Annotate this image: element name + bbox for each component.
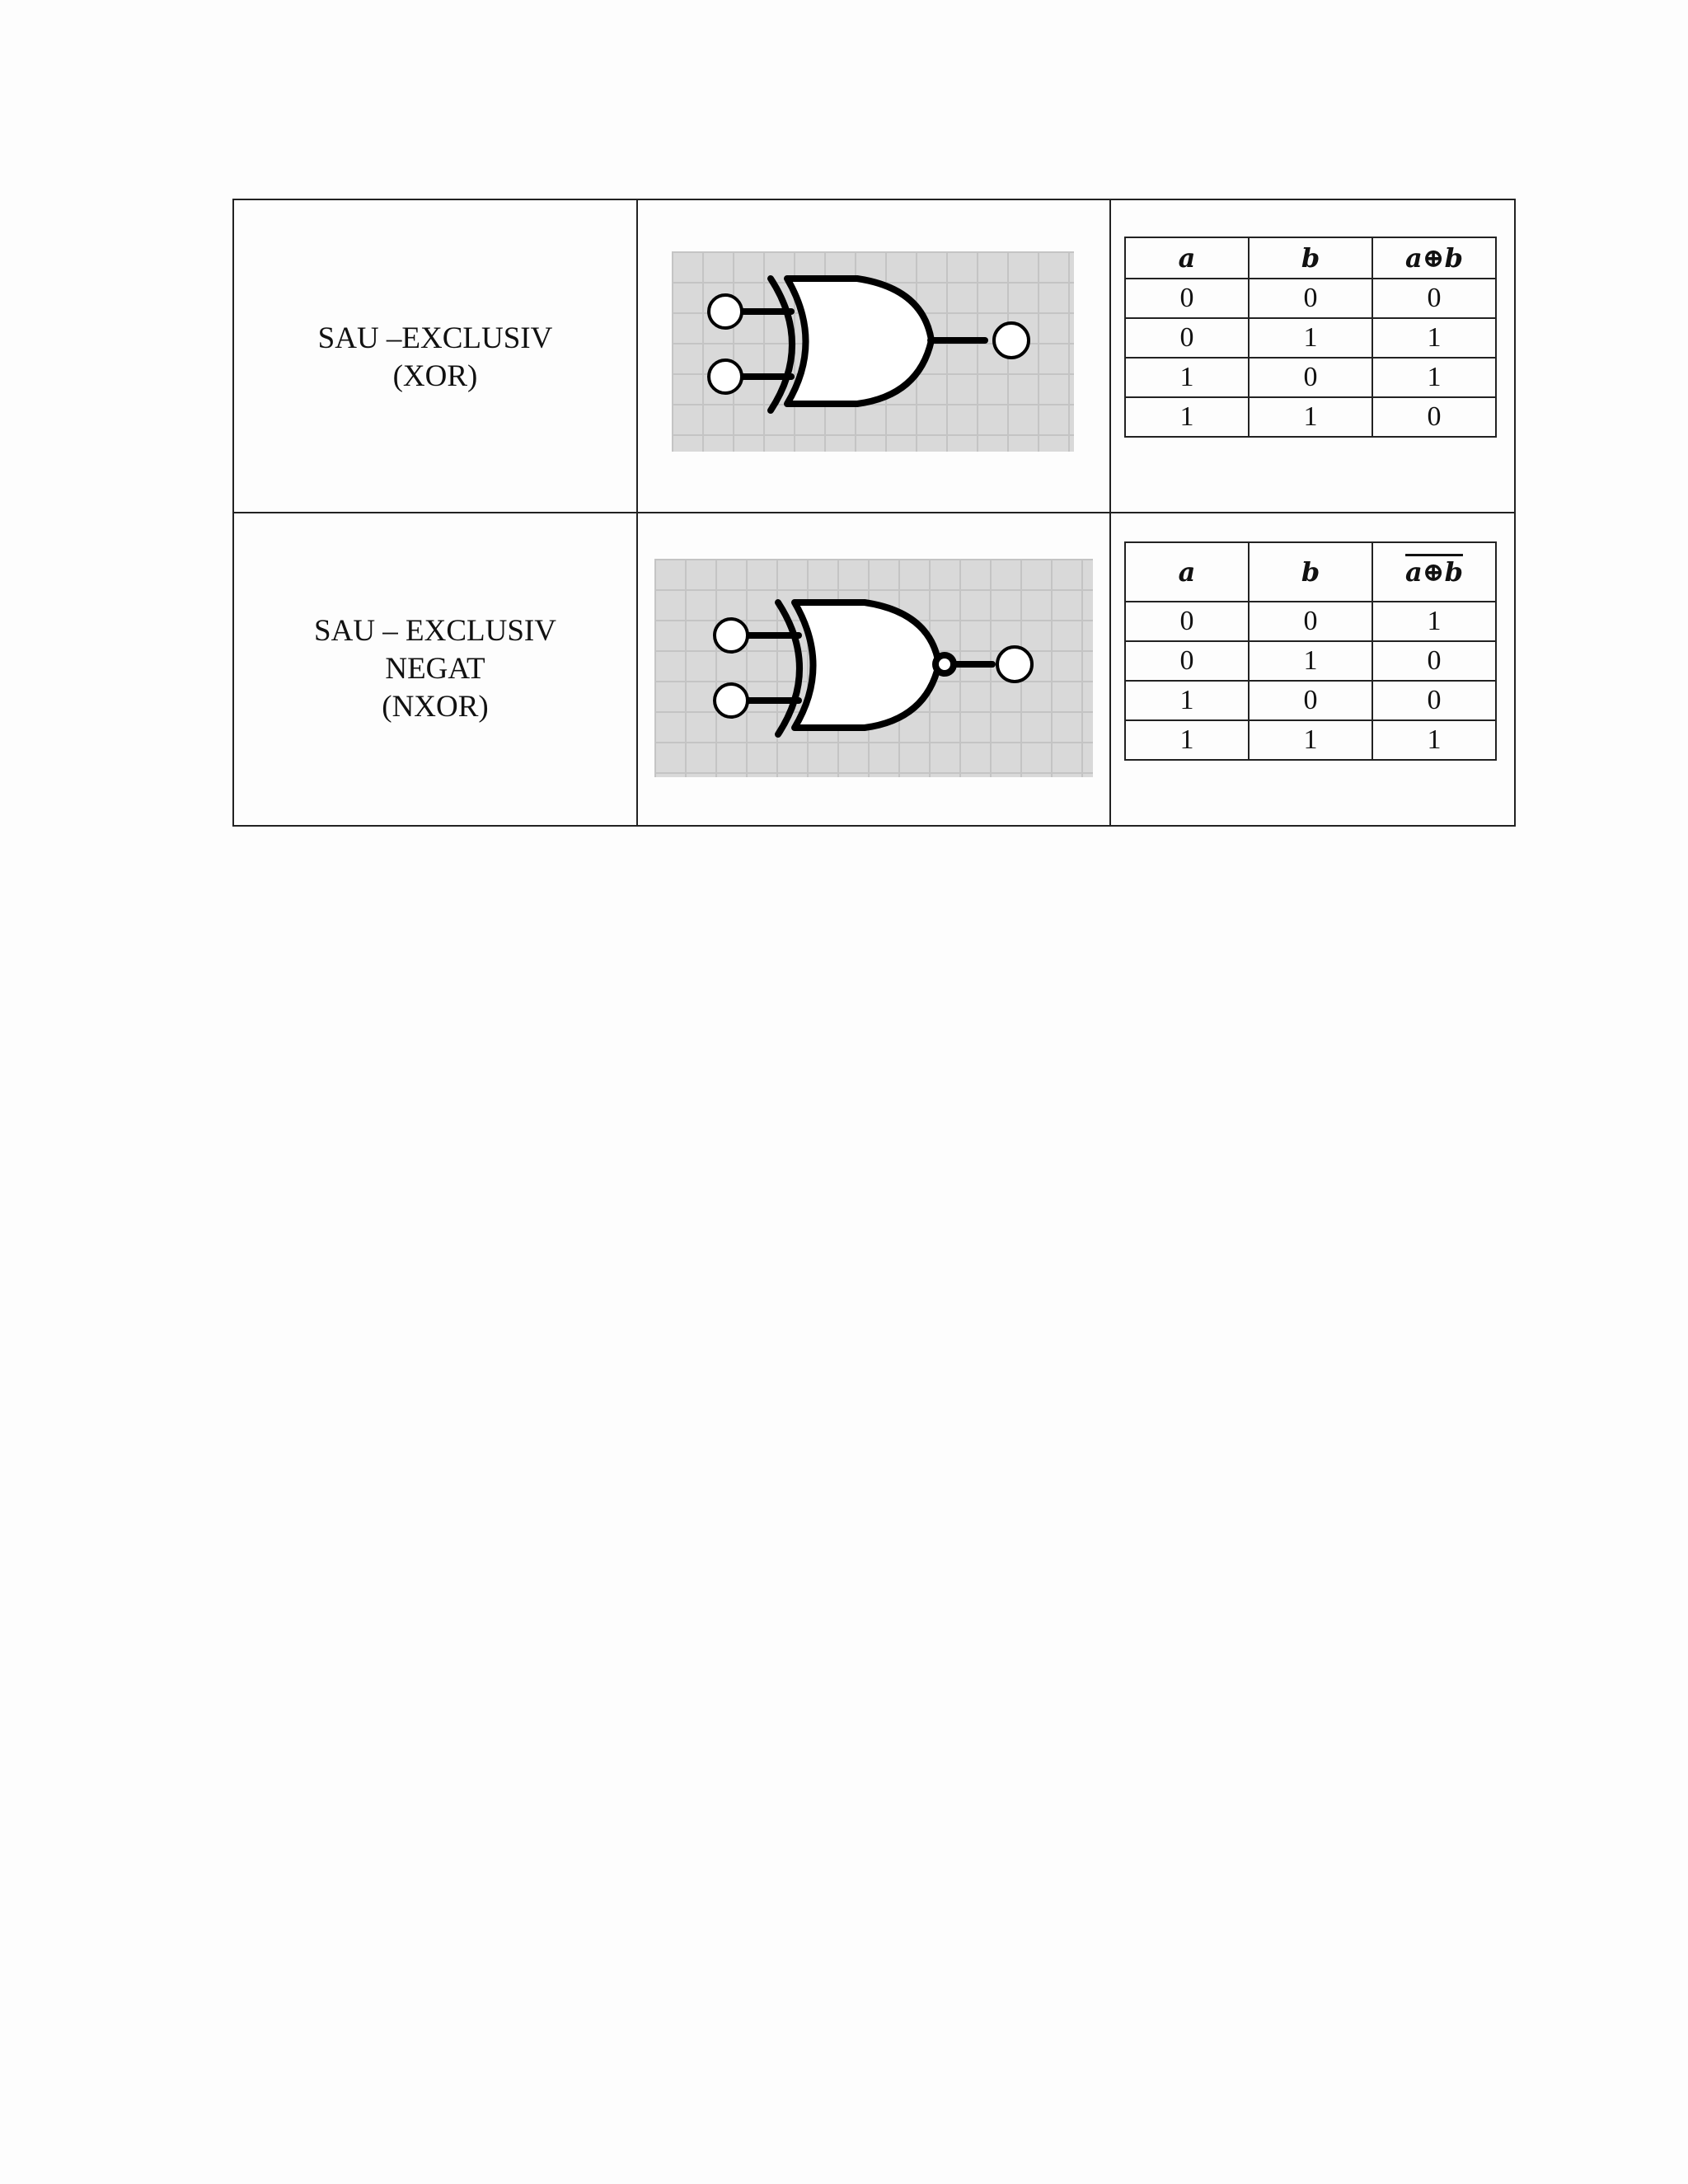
cell-a: 1 — [1125, 397, 1249, 437]
gate-row-xor — [233, 199, 1515, 513]
cell-b: 1 — [1249, 641, 1372, 681]
gate-name-line: (NXOR) — [382, 690, 489, 724]
cell-a: 1 — [1125, 358, 1249, 397]
cell-b: 1 — [1249, 720, 1372, 760]
cell-out: 0 — [1372, 681, 1496, 720]
xnor-gate-icon — [654, 559, 1093, 777]
cell-b: 1 — [1249, 397, 1372, 437]
cell-b: 0 — [1249, 358, 1372, 397]
cell-out: 1 — [1372, 602, 1496, 641]
cell-b: 0 — [1249, 602, 1372, 641]
cell-b: 0 — [1249, 279, 1372, 318]
gate-name-cell — [233, 199, 637, 513]
truth-table-cell — [1110, 513, 1515, 826]
gate-name-line: SAU – EXCLUSIV — [314, 614, 556, 648]
header-b: b — [1249, 542, 1372, 602]
cell-out: 0 — [1372, 279, 1496, 318]
cell-out: 1 — [1372, 318, 1496, 358]
gate-symbol-cell — [637, 513, 1110, 826]
table-row — [1125, 641, 1496, 681]
table-row — [1125, 397, 1496, 437]
cell-a: 0 — [1125, 602, 1249, 641]
cell-b: 1 — [1249, 318, 1372, 358]
header-xnor — [1372, 542, 1496, 602]
cell-out: 1 — [1372, 720, 1496, 760]
table-row — [1125, 358, 1496, 397]
truth-table-header — [1125, 237, 1496, 279]
truth-table-nxor — [1124, 541, 1497, 761]
gate-row-nxor — [233, 513, 1515, 826]
gate-name-line: (XOR) — [392, 359, 478, 393]
cell-a: 0 — [1125, 279, 1249, 318]
gate-name-line: SAU –EXCLUSIV — [317, 321, 553, 355]
gate-name-cell — [233, 513, 637, 826]
header-xor: a⊕b — [1372, 237, 1496, 279]
symbol-canvas — [672, 251, 1074, 452]
header-a: a — [1125, 237, 1249, 279]
symbol-canvas — [654, 559, 1093, 777]
table-row — [1125, 602, 1496, 641]
gate-name — [234, 320, 636, 396]
header-b: b — [1249, 237, 1372, 279]
cell-a: 1 — [1125, 681, 1249, 720]
table-row — [1125, 681, 1496, 720]
cell-a: 0 — [1125, 318, 1249, 358]
header-xnor-text: a⊕b — [1405, 556, 1463, 588]
cell-out: 0 — [1372, 397, 1496, 437]
cell-out: 0 — [1372, 641, 1496, 681]
cell-b: 0 — [1249, 681, 1372, 720]
truth-table-header — [1125, 542, 1496, 602]
truth-table-xor — [1124, 237, 1497, 438]
table-row — [1125, 318, 1496, 358]
table-row — [1125, 279, 1496, 318]
gate-name-line: NEGAT — [385, 652, 485, 686]
truth-table-cell — [1110, 199, 1515, 513]
cell-out: 1 — [1372, 358, 1496, 397]
header-a: a — [1125, 542, 1249, 602]
logic-gates-table — [232, 199, 1516, 827]
table-row — [1125, 720, 1496, 760]
cell-a: 0 — [1125, 641, 1249, 681]
cell-a: 1 — [1125, 720, 1249, 760]
gate-symbol-cell — [637, 199, 1110, 513]
xor-gate-icon — [672, 251, 1074, 452]
gate-name — [234, 612, 636, 726]
